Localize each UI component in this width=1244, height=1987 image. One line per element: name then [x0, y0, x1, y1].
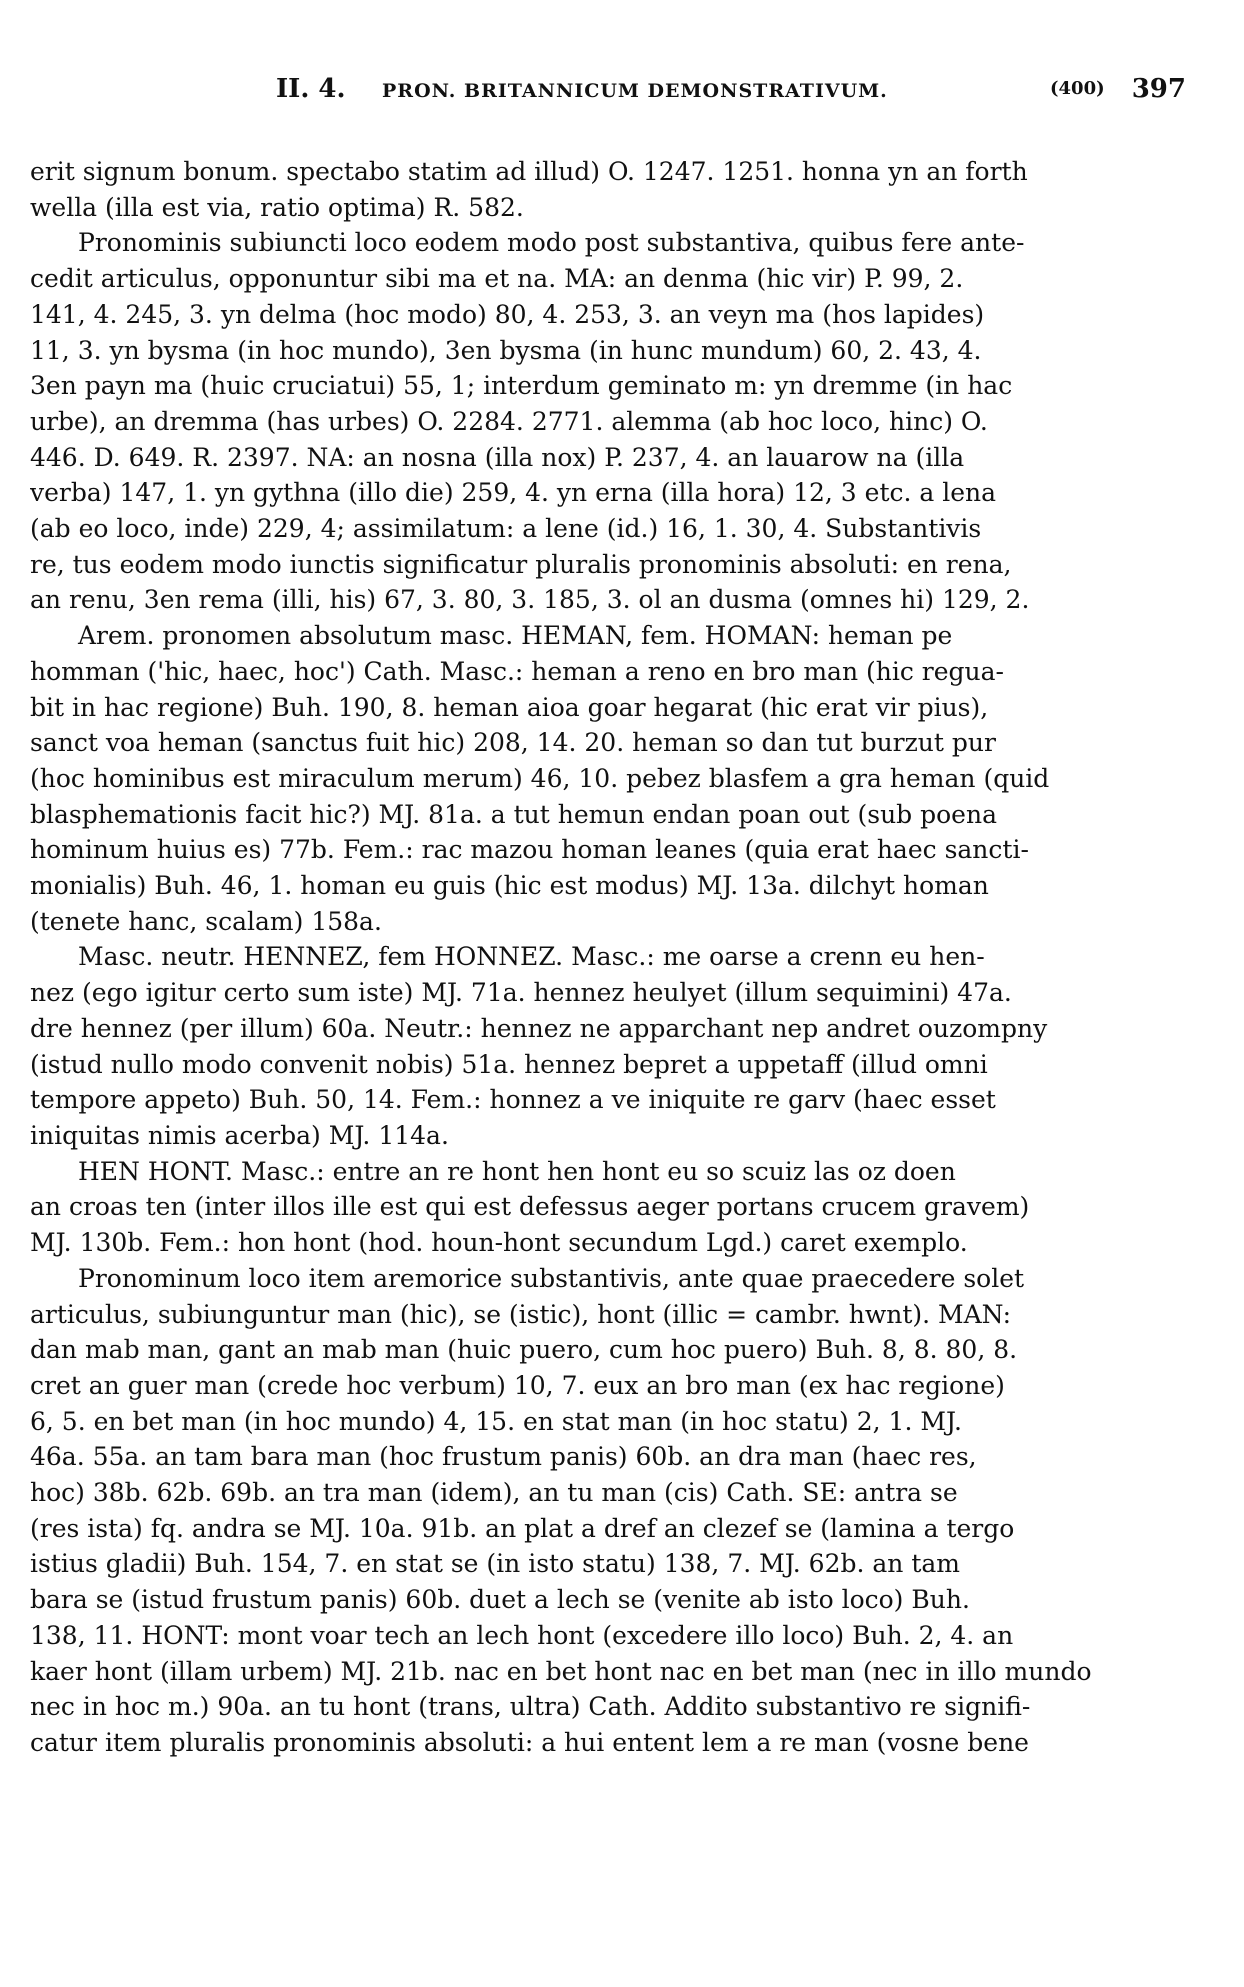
text-line: re, tus eodem modo iunctis significatur pluralis pronominis absoluti: en rena, — [30, 549, 1012, 579]
text-line: (hoc hominibus est miraculum merum) 46, 10. pebez blasfem a gra heman (quid — [30, 763, 1050, 793]
text-line: dan mab man, gant an mab man (huic puero, cum hoc puero) Buh. 8, 8. 80, 8. — [30, 1335, 1018, 1365]
text-line: 6, 5. en bet man (in hoc mundo) 4, 15. en stat man (in hoc statu) 2, 1. MJ. — [30, 1406, 962, 1436]
text-line: hoc) 38b. 62b. 69b. an tra man (idem), an tu man (cis) Cath. SE: antra se — [30, 1478, 958, 1508]
text-line: an croas ten (inter illos ille est qui est defessus aeger portans crucem gravem) — [30, 1192, 1030, 1222]
text-line: bit in hac regione) Buh. 190, 8. heman aioa goar hegarat (hic erat vir pius), — [30, 692, 989, 722]
text-line: 138, 11. HONT: mont voar tech an lech hont (excedere illo loco) Buh. 2, 4. an — [30, 1620, 1014, 1650]
text-line: urbe), an dremma (has urbes) O. 2284. 2771. alemma (ab hoc loco, hinc) O. — [30, 406, 988, 436]
text-line: homman ('hic, haec, hoc') Cath. Masc.: heman a reno en bro man (hic regua- — [30, 656, 1004, 686]
text-line: sanct voa heman (sanctus fuit hic) 208, 14. 20. heman so dan tut burzut pur — [30, 728, 996, 758]
text-line: (ab eo loco, inde) 229, 4; assimilatum: a lene (id.) 16, 1. 30, 4. Substantivis — [30, 514, 982, 544]
text-line: istius gladii) Buh. 154, 7. en stat se (in isto statu) 138, 7. MJ. 62b. an tam — [30, 1549, 961, 1579]
text-line: an renu, 3en rema (illi, his) 67, 3. 80, 3. 185, 3. ol an dusma (omnes hi) 129, 2. — [30, 585, 1030, 615]
text-line: kaer hont (illam urbem) MJ. 21b. nac en bet hont nac en bet man (nec in illo mundo — [30, 1656, 1092, 1686]
text-line: wella (illa est via, ratio optima) R. 582. — [30, 192, 524, 222]
text-line: iniquitas nimis acerba) MJ. 114a. — [30, 1120, 449, 1150]
text-line: nec in hoc m.) 90a. an tu hont (trans, ultra) Cath. Addito substantivo re signifi- — [30, 1692, 1031, 1722]
text-line: dre hennez (per illum) 60a. Neutr.: hennez ne apparchant nep andret ouzompny — [30, 1013, 1048, 1043]
running-header — [30, 74, 1190, 114]
original-page-number: (400) — [1050, 78, 1105, 99]
text-line: nez (ego igitur certo sum iste) MJ. 71a. hennez heulyet (illum sequimini) 47a. — [30, 978, 1012, 1008]
body-text — [30, 154, 1190, 1761]
section-number: II. 4. — [276, 74, 346, 104]
text-line: cret an guer man (crede hoc verbum) 10, 7. eux an bro man (ex hac regione) — [30, 1370, 1005, 1400]
text-line: cedit articulus, opponuntur sibi ma et na. MA: an denma (hic vir) P. 99, 2. — [30, 264, 964, 294]
text-line: HEN HONT. Masc.: entre an re hont hen hont eu so scuiz las oz doen — [78, 1156, 956, 1186]
text-line: 46a. 55a. an tam bara man (hoc frustum panis) 60b. an dra man (haec res, — [30, 1442, 977, 1472]
text-line: (istud nullo modo convenit nobis) 51a. hennez bepret a uppetaff (illud omni — [30, 1049, 988, 1079]
text-line: Arem. pronomen absolutum masc. HEMAN, fem. HOMAN: heman pe — [78, 621, 953, 651]
text-line: Pronominum loco item aremorice substantivis, ante quae praecedere solet — [78, 1263, 1025, 1293]
text-line: articulus, subiunguntur man (hic), se (istic), hont (illic = cambr. hwnt). MAN: — [30, 1299, 1012, 1329]
text-line: 446. D. 649. R. 2397. NA: an nosna (illa nox) P. 237, 4. an lauarow na (illa — [30, 442, 965, 472]
text-line: blasphemationis facit hic?) MJ. 81a. a tut hemun endan poan out (sub poena — [30, 799, 997, 829]
text-line: Pronominis subiuncti loco eodem modo post substantiva, quibus fere ante- — [78, 228, 1025, 258]
text-line: catur item pluralis pronominis absoluti: a hui entent lem a re man (vosne bene — [30, 1727, 1029, 1757]
text-line: (res ista) fq. andra se MJ. 10a. 91b. an plat a dref an clezef se (lamina a tergo — [30, 1513, 1015, 1543]
text-line: 11, 3. yn bysma (in hoc mundo), 3en bysma (in hunc mundum) 60, 2. 43, 4. — [30, 335, 982, 365]
text-line: 3en payn ma (huic cruciatui) 55, 1; interdum geminato m: yn dremme (in hac — [30, 371, 1013, 401]
text-line: verba) 147, 1. yn gythna (illo die) 259, 4. yn erna (illa hora) 12, 3 etc. a lena — [30, 478, 997, 508]
running-title: PRON. BRITANNICUM DEMONSTRATIVUM. — [382, 80, 888, 102]
text-line: Masc. neutr. HENNEZ, fem HONNEZ. Masc.: me oarse a crenn eu hen- — [78, 942, 985, 972]
text-line: 141, 4. 245, 3. yn delma (hoc modo) 80, 4. 253, 3. an veyn ma (hos lapides) — [30, 299, 985, 329]
page-number: 397 — [1131, 74, 1186, 104]
text-line: hominum huius es) 77b. Fem.: rac mazou homan leanes (quia erat haec sancti- — [30, 835, 1029, 865]
text-line: erit signum bonum. spectabo statim ad illud) O. 1247. 1251. honna yn an forth — [30, 157, 1028, 186]
text-line: bara se (istud frustum panis) 60b. duet a lech se (venite ab isto loco) Buh. — [30, 1585, 970, 1615]
text-line: (tenete hanc, scalam) 158a. — [30, 906, 382, 936]
text-line: monialis) Buh. 46, 1. homan eu guis (hic est modus) MJ. 13a. dilchyt homan — [30, 871, 989, 901]
text-line: MJ. 130b. Fem.: hon hont (hod. houn-hont secundum Lgd.) caret exemplo. — [30, 1228, 968, 1258]
text-line: tempore appeto) Buh. 50, 14. Fem.: honnez a ve iniquite re garv (haec esset — [30, 1085, 996, 1115]
